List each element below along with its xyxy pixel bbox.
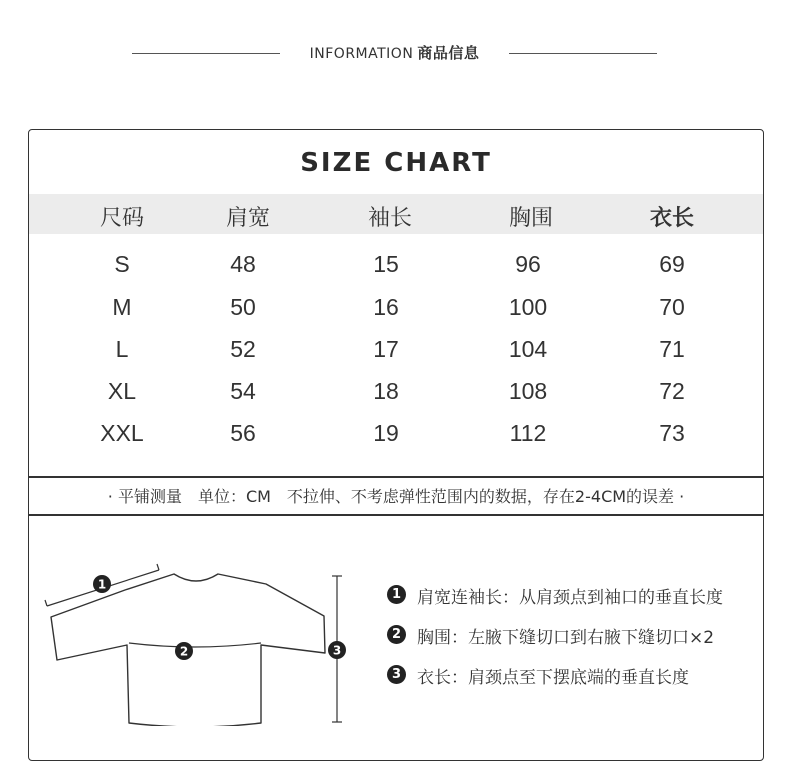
legend-number-2: 2 <box>387 625 406 644</box>
marker-2 <box>175 642 193 660</box>
legend-number-1: 1 <box>387 585 406 604</box>
shirt-diagram <box>43 556 373 726</box>
cell-size: L <box>115 336 129 362</box>
cell-size: XXL <box>100 420 144 446</box>
marker-1-label: 1 <box>97 577 107 592</box>
legend-text-3: 衣长：肩颈点至下摆底端的垂直长度 <box>417 668 689 688</box>
table-row <box>29 251 763 291</box>
cell-sleeve: 15 <box>373 251 399 277</box>
cell-sleeve: 16 <box>373 294 399 320</box>
marker-3-label: 3 <box>332 643 342 658</box>
cell-sleeve: 19 <box>373 420 399 446</box>
measurement-note: · 平铺测量 单位：CM 不拉伸、不考虑弹性范围内的数据，存在2-4CM的误差 · <box>107 487 685 506</box>
legend-text-1: 肩宽连袖长：从肩颈点到袖口的垂直长度 <box>417 588 723 608</box>
cell-shoulder: 54 <box>230 378 256 404</box>
cell-chest: 108 <box>508 378 548 404</box>
size-chart-card <box>28 129 764 761</box>
measurement-diagram <box>29 516 763 761</box>
cell-shoulder: 52 <box>230 336 256 362</box>
cell-length: 73 <box>659 420 685 446</box>
col-header-sleeve: 袖长 <box>367 206 412 231</box>
header-title-zh: 商品信息 <box>417 44 480 62</box>
cell-length: 72 <box>659 378 685 404</box>
legend-text-2: 胸围：左腋下缝切口到右腋下缝切口×2 <box>417 628 715 648</box>
size-chart-title: SIZE CHART <box>300 148 492 178</box>
col-header-shoulder: 肩宽 <box>225 206 270 231</box>
cell-size: S <box>114 251 130 277</box>
cell-sleeve: 17 <box>373 336 399 362</box>
col-header-chest: 胸围 <box>508 206 553 231</box>
info-header <box>0 40 790 68</box>
header-title <box>280 42 509 63</box>
cell-shoulder: 48 <box>230 251 256 277</box>
cell-chest: 96 <box>515 251 541 277</box>
cell-size: XL <box>107 378 137 404</box>
cell-shoulder: 50 <box>230 294 256 320</box>
table-divider-top <box>29 476 763 478</box>
cell-size: M <box>112 294 132 320</box>
col-header-length: 衣长 <box>649 206 694 231</box>
cell-length: 70 <box>659 294 685 320</box>
cell-length: 69 <box>659 251 685 277</box>
header-left-line <box>132 53 280 54</box>
marker-2-label: 2 <box>179 644 189 659</box>
table-row <box>29 294 763 334</box>
cell-chest: 100 <box>508 294 548 320</box>
legend-number-3: 3 <box>387 665 406 684</box>
cell-length: 71 <box>659 336 685 362</box>
cell-chest: 104 <box>508 336 548 362</box>
header-title-en: INFORMATION <box>309 46 414 62</box>
header-right-line <box>509 53 657 54</box>
marker-1 <box>93 575 111 593</box>
table-row <box>29 420 763 460</box>
col-header-size: 尺码 <box>99 206 144 231</box>
cell-chest: 112 <box>509 420 547 446</box>
marker-3 <box>328 641 346 659</box>
size-table-header <box>29 194 763 234</box>
cell-shoulder: 56 <box>230 420 256 446</box>
cell-sleeve: 18 <box>373 378 399 404</box>
table-row <box>29 336 763 376</box>
table-row <box>29 378 763 418</box>
